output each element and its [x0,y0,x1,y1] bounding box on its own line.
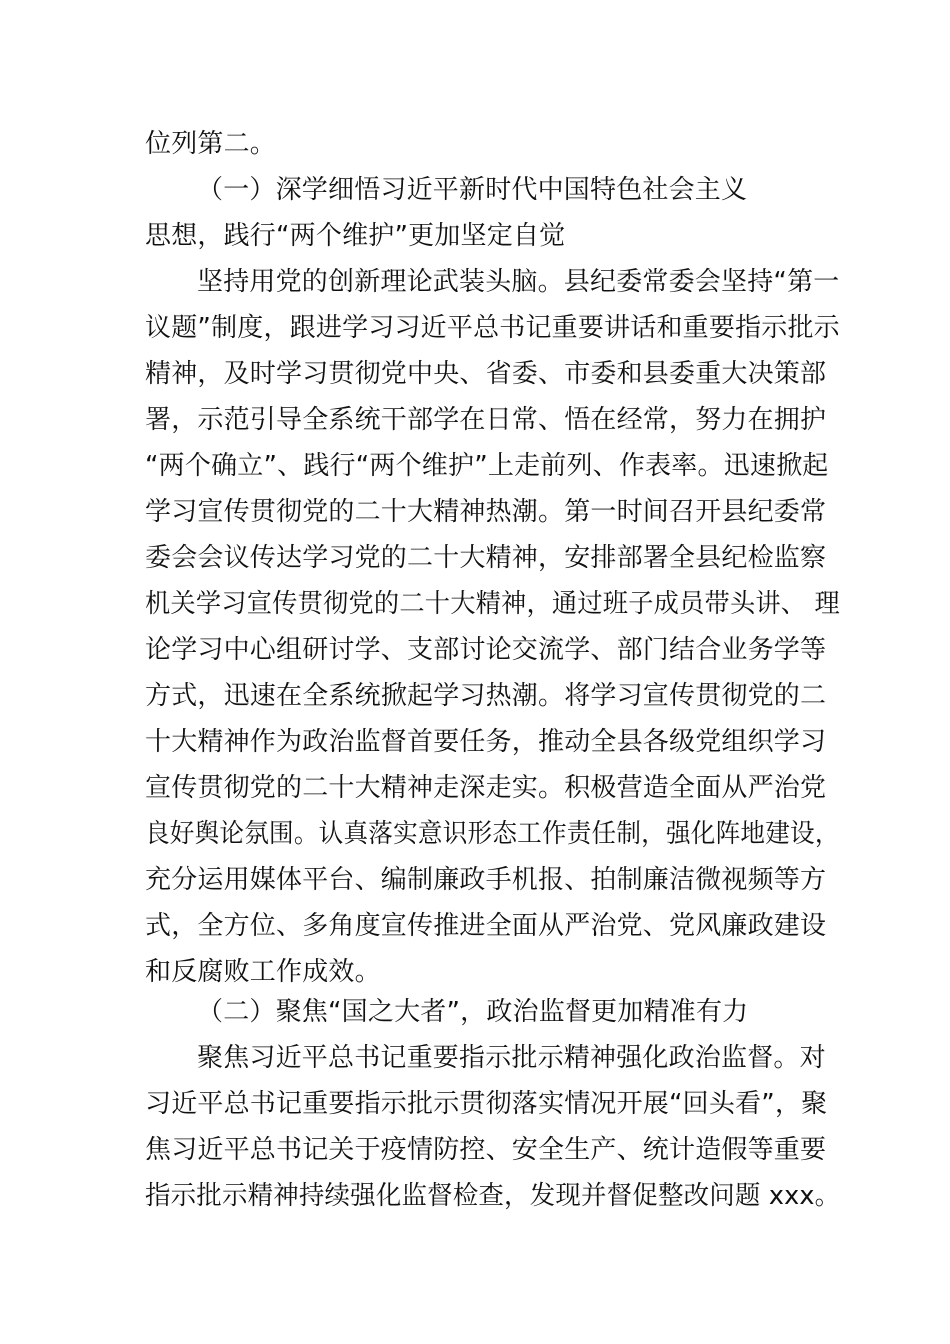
paragraph-1-line-8: 机关学习宣传贯彻党的二十大精神，通过班子成员带头讲、 理 [145,589,840,619]
paragraph-2-line-3: 焦习近平总书记关于疫情防控、安全生产、统计造假等重要 [145,1135,827,1165]
paragraph-1-line-15: 式，全方位、多角度宣传推进全面从严治党、党风廉政建设 [145,911,827,941]
paragraph-1-line-3: 精神，及时学习贯彻党中央、省委、市委和县委重大决策部 [145,359,827,389]
paragraph-2-line-4: 指示批示精神持续强化监督检查，发现并督促整改问题 xxx。 [145,1181,841,1211]
paragraph-2-line-1: 聚焦习近平总书记重要指示批示精神强化政治监督。对 [197,1043,826,1073]
section-heading-1-line-1: （一）深学细悟习近平新时代中国特色社会主义 [197,175,748,205]
paragraph-1-line-1: 坚持用党的创新理论武装头脑。县纪委常委会坚持“第一 [197,267,840,297]
paragraph-1-line-16: 和反腐败工作成效。 [145,957,381,987]
section-heading-1-line-2: 思想，践行“两个维护”更加坚定自觉 [145,221,566,251]
paragraph-1-line-13: 良好舆论氛围。认真落实意识形态工作责任制，强化阵地建设， [145,819,840,849]
paragraph-1-line-14: 充分运用媒体平台、编制廉政手机报、拍制廉洁微视频等方 [145,865,827,895]
paragraph-1-line-7: 委会会议传达学习党的二十大精神，安排部署全县纪检监察 [145,543,827,573]
paragraph-1-line-2: 议题”制度，跟进学习习近平总书记重要讲话和重要指示批示 [145,313,840,343]
paragraph-2-line-2: 习近平总书记重要指示批示贯彻落实情况开展“回头看”，聚 [145,1089,828,1119]
paragraph-1-line-6: 学习宣传贯彻党的二十大精神热潮。第一时间召开县纪委常 [145,497,827,527]
section-heading-2: （二）聚焦“国之大者”，政治监督更加精准有力 [197,997,749,1027]
paragraph-1-line-4: 署，示范引导全系统干部学在日常、悟在经常，努力在拥护 [145,405,827,435]
paragraph-1-line-10: 方式，迅速在全系统掀起学习热潮。将学习宣传贯彻党的二 [145,681,827,711]
paragraph-line-continuation: 位列第二。 [145,129,277,159]
paragraph-1-line-11: 十大精神作为政治监督首要任务，推动全县各级党组织学习 [145,727,827,757]
paragraph-1-line-12: 宣传贯彻党的二十大精神走深走实。积极营造全面从严治党 [145,773,827,803]
paragraph-1-line-9: 论学习中心组研讨学、支部讨论交流学、部门结合业务学等 [145,635,827,665]
paragraph-1-line-5: “两个确立”、践行“两个维护”上走前列、作表率。迅速掀起 [145,451,829,481]
